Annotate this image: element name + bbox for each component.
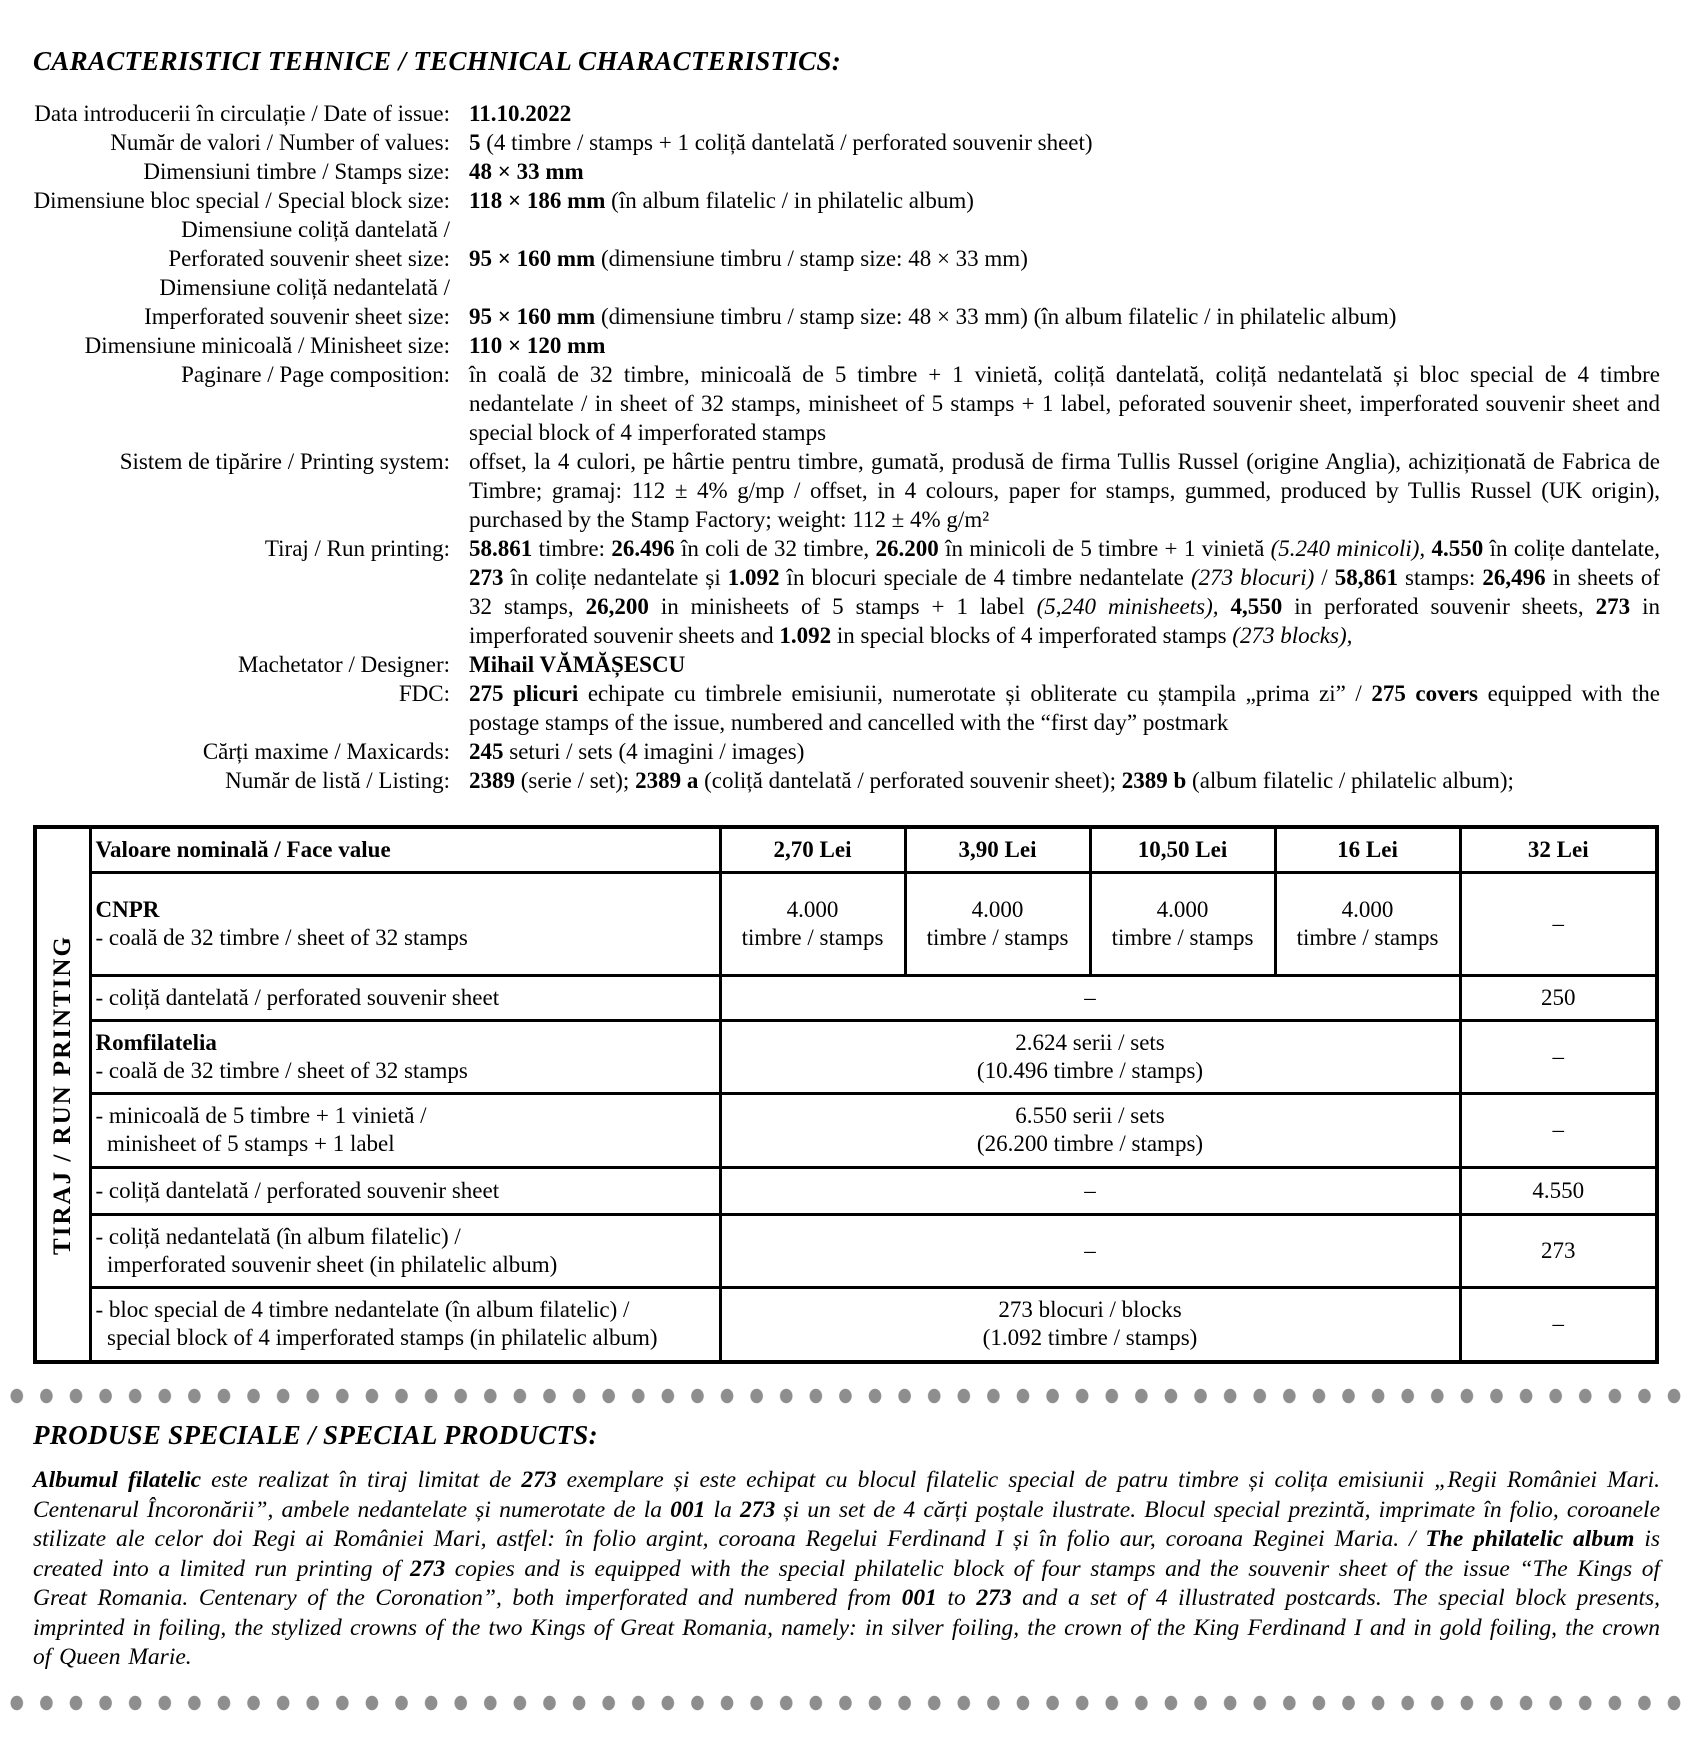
text-segment: 4,550 [1230,594,1283,619]
table-row [35,1020,1657,1093]
table-last-cell: 4.550 [1460,1167,1657,1214]
text-segment: 2389 a [635,768,699,793]
table-span-cell: 273 blocuri / blocks (1.092 timbre / stamps) [720,1287,1460,1362]
spec-value [469,737,1660,766]
text-segment: 245 [469,739,504,764]
text-segment: 2389 [469,768,515,793]
technical-spec-list [33,99,1660,795]
special-products-paragraph [33,1466,1660,1673]
text-segment: 273 [469,565,504,590]
text-segment: is created into a limited run printing of [33,1526,1660,1582]
table-row-label: - bloc special de 4 timbre nedantelate (în album filatelic) / special block of 4 imperforated stamps (in philatelic album) [90,1287,720,1362]
spec-row [33,331,1660,360]
table-side-label-cell [35,827,90,1362]
spec-row [33,215,1660,273]
table-last-cell: – [1460,1020,1657,1093]
text-segment: (5.240 minicoli), [1270,536,1426,561]
spec-row [33,99,1660,128]
price-column-header: 3,90 Lei [905,827,1090,872]
table-row [35,872,1657,975]
text-segment: offset, la 4 culori, pe hârtie pentru timbre, gumată, produsă de firma Tullis Russel (origine Anglia), achiziționată de Fabrica de Timbre; gramaj: 112 ± 4% g/mp / offset, in 4 colours, paper for stamps, gummed, produced by Tullis Russel (UK origin), purchased by the Stamp Factory; weight: 112 ± 4% g/m² [469,449,1660,532]
page-title: CARACTERISTICI TEHNICE / TECHNICAL CHARACTERISTICS: [33,46,842,76]
spec-row [33,766,1660,795]
text-segment: (dimensiune timbru / stamp size: 48 × 33 mm) (în album filatelic / in philatelic album) [595,304,1397,329]
spec-label: Data introducerii în circulație / Date of issue: [34,101,450,126]
spec-label: Dimensiune coliță nedantelată / Imperforated souvenir sheet size: [144,275,450,329]
spec-value [469,244,1660,273]
text-segment: în coli de 32 timbre, [674,536,876,561]
text-segment: 26.496 [611,536,675,561]
spec-label: Dimensiune minicoală / Minisheet size: [84,333,450,358]
table-row [35,975,1657,1020]
table-side-label: TIRAJ / RUN PRINTING [48,934,76,1255]
text-segment: 118 × 186 mm [469,188,606,213]
spec-label: Dimensiune bloc special / Special block size: [33,188,450,213]
text-segment: 26.200 [875,536,939,561]
text-segment: 273 [409,1555,446,1582]
text-segment: (în album filatelic / in philatelic album) [605,188,974,213]
spec-label: Machetator / Designer: [237,652,450,677]
spec-value [469,360,1660,447]
text-segment: în coală de 32 timbre, minicoală de 5 timbre + 1 vinietă, coliță dantelată, coliță nedantelată și bloc special de 4 timbre nedantelate / in sheet of 32 stamps, minisheet of 5 stamps + 1 label, peforated souvenir sheet, imperforated souvenir sheet and special block of 4 imperforated stamps [469,362,1660,445]
spec-label: Număr de valori / Number of values: [110,130,450,155]
spec-label: Dimensiune coliță dantelată / Perforated souvenir sheet size: [168,217,450,271]
text-segment: 26,200 [585,594,649,619]
text-segment: Albumul filatelic [33,1467,202,1493]
table-last-cell: – [1460,1093,1657,1167]
spec-row [33,650,1660,679]
spec-row [33,186,1660,215]
text-segment: (dimensiune timbru / stamp size: 48 × 33 mm) [595,246,1028,271]
text-segment: 5 [469,130,481,155]
spec-value [469,99,1660,128]
table-row [35,1167,1657,1214]
text-segment: 273 [521,1467,557,1493]
text-segment: 48 × 33 mm [469,159,584,184]
text-segment: (273 blocks), [1232,623,1353,648]
table-last-cell: – [1460,872,1657,975]
text-segment: (273 blocuri) [1190,565,1315,590]
text-segment: 001 [670,1496,706,1523]
text-segment: (album filatelic / philatelic album); [1186,768,1514,793]
text-segment: in perforated souvenir sheets, [1282,594,1596,619]
text-segment: (4 timbre / stamps + 1 coliță dantelată / perforated souvenir sheet) [480,130,1093,155]
text-segment: echipate cu timbrele emisiunii, numerotate și obliterate cu ștampila „prima zi” / [578,681,1372,706]
text-segment: 1.092 [779,623,832,648]
spec-label: FDC: [398,681,450,706]
text-segment: stamps: [1398,565,1483,590]
table-cell: 4.000 timbre / stamps [1275,872,1460,975]
spec-row [33,157,1660,186]
text-segment: Mihail VĂMĂȘESCU [469,652,686,677]
text-segment: seturi / sets (4 imagini / images) [503,739,805,764]
table-last-cell: – [1460,1287,1657,1362]
dotted-separator-bottom [0,1695,1689,1711]
text-segment: 275 covers [1371,681,1478,706]
table-row-label: - coliță dantelată / perforated souvenir sheet [90,1167,720,1214]
price-column-header: 2,70 Lei [720,827,905,872]
spec-label: Dimensiuni timbre / Stamps size: [143,159,450,184]
text-segment: (coliță dantelată / perforated souvenir sheet); [698,768,1122,793]
text-segment: 273 [739,1496,776,1523]
spec-label: Număr de listă / Listing: [225,768,450,793]
spec-label: Cărți maxime / Maxicards: [202,739,450,764]
spec-value [469,766,1660,795]
spec-value [469,302,1660,331]
text-segment: și un set de 4 cărți poștale ilustrate. Blocul special prezintă, imprimate în folio, coroanele stilizate ale celor doi Regi ai României Mari, astfel: în folio argint, coroana Regelui Ferdinand I și în folio aur, coroana Reginei Maria. / [33,1496,1660,1552]
special-products-title: PRODUSE SPECIALE / SPECIAL PRODUCTS: [33,1420,598,1450]
text-segment: 273 [1595,594,1631,619]
spec-value [469,186,1660,215]
text-segment: timbre: [532,536,612,561]
text-segment: în colițe dantelate, [1483,536,1661,561]
table-span-cell: – [720,1214,1460,1287]
price-column-header: 32 Lei [1460,827,1657,872]
dotted-separator-top [0,1388,1689,1404]
text-segment: 275 plicuri [469,681,579,706]
spec-label: Sistem de tipărire / Printing system: [119,449,450,474]
spec-value [469,128,1660,157]
text-segment: 273 [976,1585,1012,1611]
table-cell: 4.000 timbre / stamps [905,872,1090,975]
text-segment: în colițe nedantelate și [503,565,728,590]
text-segment: 95 × 160 mm [469,246,596,271]
text-segment: 110 × 120 mm [469,333,606,358]
text-segment: 58.861 [469,536,533,561]
spec-value [469,331,1660,360]
table-row [35,1287,1657,1362]
spec-value [469,157,1660,186]
spec-row [33,534,1660,650]
text-segment: 4.550 [1431,536,1484,561]
spec-row [33,737,1660,766]
spec-row [33,128,1660,157]
spec-label: Paginare / Page composition: [181,362,450,387]
spec-row [33,273,1660,331]
table-last-cell: 250 [1460,975,1657,1020]
spec-value [469,650,1660,679]
table-row [35,1214,1657,1287]
spec-value [469,534,1660,650]
text-segment: (serie / set); [515,768,636,793]
text-segment: in sheets of 32 stamps, [469,565,1661,619]
text-segment: in imperforated souvenir sheets and [469,594,1661,648]
text-segment: este realizat în tiraj limitat de [201,1467,522,1493]
text-segment: 26,496 [1482,565,1546,590]
text-segment: 2389 b [1121,768,1187,793]
text-segment: copies and is equipped with the special philatelic block of four stamps and the souvenir sheet of the issue “The Kings of Great Romania. Centenary of the Coronation”, both imperforated and numbered from [33,1555,1661,1611]
table-last-cell: 273 [1460,1214,1657,1287]
table-cell: 4.000 timbre / stamps [720,872,905,975]
spec-label: Tiraj / Run printing: [264,536,450,561]
spec-value [469,679,1660,737]
table-row-label: - minicoală de 5 timbre + 1 vinietă / minisheet of 5 stamps + 1 label [90,1093,720,1167]
text-segment: 11.10.2022 [469,101,572,126]
spec-value [469,447,1660,534]
table-span-cell: 6.550 serii / sets (26.200 timbre / stamps) [720,1093,1460,1167]
text-segment: in minisheets of 5 stamps + 1 label [648,594,1037,619]
text-segment: exemplare și este echipat cu blocul filatelic special de patru timbre și colița emisiunii „Regii României Mari. Centenarul Încoronării”, ambele nedantelate și numerotate de la [33,1467,1661,1523]
spec-row [33,447,1660,534]
text-segment: (5,240 minisheets), [1036,594,1219,619]
text-segment: 001 [901,1585,937,1611]
text-segment: / [1314,565,1335,590]
table-row-title: CNPR [95,896,160,922]
table-row-title: Romfilatelia [95,1029,217,1055]
table-row-label: - coliță dantelată / perforated souvenir sheet [90,975,720,1020]
text-segment: 95 × 160 mm [469,304,596,329]
text-segment: in special blocks of 4 imperforated stamps [831,623,1233,648]
table-span-cell: – [720,1167,1460,1214]
table-span-cell: – [720,975,1460,1020]
table-row-label: - coliță nedantelată (în album filatelic) / imperforated souvenir sheet (in philatelic album) [90,1214,720,1287]
spec-row [33,679,1660,737]
text-segment: în blocuri speciale de 4 timbre nedantelate [779,565,1191,590]
table-row-label: Romfilatelia - coală de 32 timbre / sheet of 32 stamps [90,1020,720,1093]
table-cell: 4.000 timbre / stamps [1090,872,1275,975]
text-segment [1218,594,1230,619]
text-segment: la [705,1496,740,1523]
text-segment: în minicoli de 5 timbre + 1 vinietă [938,536,1271,561]
text-segment: The philatelic album [1425,1526,1635,1552]
price-column-header: 16 Lei [1275,827,1460,872]
text-segment: to [936,1585,977,1611]
text-segment: 1.092 [727,565,780,590]
spec-row [33,360,1660,447]
text-segment: equipped with the postage stamps of the issue, numbered and cancelled with the “first day” postmark [469,681,1661,735]
text-segment: 58,861 [1334,565,1398,590]
text-segment: and a set of 4 illustrated postcards. The special block presents, imprinted in foiling, the stylized crowns of the two Kings of Great Romania, namely: in silver foiling, the crown of the King Ferdinand I and in gold foiling, the crown of Queen Marie. [33,1585,1660,1670]
run-printing-table [33,825,1659,1364]
face-value-header: Valoare nominală / Face value [90,827,720,872]
table-row-label: CNPR - coală de 32 timbre / sheet of 32 stamps [90,872,720,975]
table-row [35,1093,1657,1167]
run-printing-table-wrap [33,825,1660,1364]
table-span-cell: 2.624 serii / sets (10.496 timbre / stamps) [720,1020,1460,1093]
price-column-header: 10,50 Lei [1090,827,1275,872]
